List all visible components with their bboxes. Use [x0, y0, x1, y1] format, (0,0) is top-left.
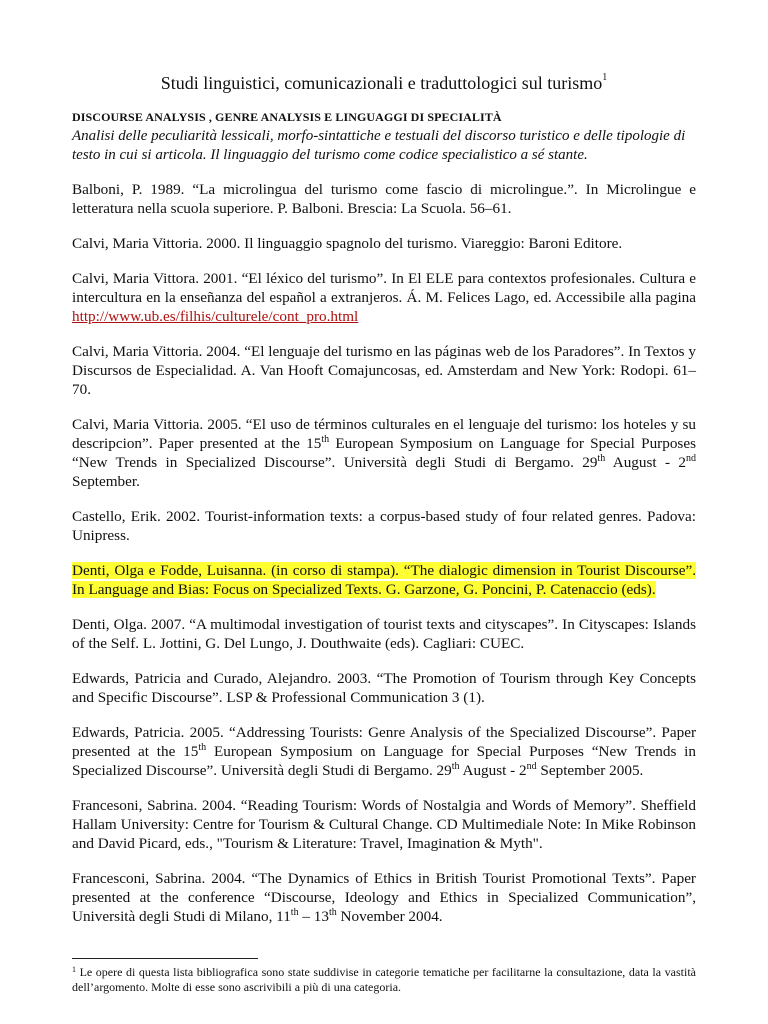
reference-entry: Calvi, Maria Vittoria. 2000. Il linguaggio spagnolo del turismo. Viareggio: Baroni Editore.	[72, 235, 623, 252]
reference-entry-highlighted	[72, 561, 696, 599]
reference-entry: Castello, Erik. 2002. Tourist-information texts: a corpus-based study of four related genres. Padova: Unipress.	[72, 508, 696, 544]
reference-text: Francesconi, Sabrina. 2004. “The Dynamics of Ethics in British Tourist Promotional Texts”. Paper presented at the conference “Discourse, Ideology and Ethics in Specialized Communication”, Università degli Studi di Milano, 11	[72, 870, 696, 925]
reference-text: Calvi, Maria Vittora. 2001. “El léxico del turismo”. In El ELE para contextos profesionales. Cultura e intercultura en la enseñanza del español a extranjeros. Á. M. Felices Lago, ed. Accessibile alla pagina	[72, 270, 696, 306]
document-title	[0, 72, 768, 94]
reference-text: European Symposium on Language for Special Purposes “New Trends in Specialized Discourse”. Università degli Studi di Bergamo. 29	[72, 435, 696, 471]
footnote-mark: 1	[72, 965, 76, 974]
reference-text: Edwards, Patricia. 2005. “Addressing Tourists: Genre Analysis of the Specialized Discourse”. Paper presented at the 15	[72, 724, 696, 760]
reference-text: November 2004.	[336, 908, 443, 925]
section-heading: DISCOURSE ANALYSIS , GENRE ANALYSIS E LINGUAGGI DI SPECIALITÀ	[72, 110, 502, 124]
reference-entry	[72, 415, 696, 491]
footnote-divider	[72, 958, 258, 959]
reference-text: September 2005.	[536, 762, 644, 779]
ordinal-suffix: nd	[526, 761, 537, 772]
reference-text: August - 2	[459, 762, 527, 779]
reference-text: Calvi, Maria Vittoria. 2005. “El uso de términos culturales en el lenguaje del turismo: los hoteles y su descripcion”. Paper presented at the 15	[72, 416, 696, 452]
ordinal-suffix: th	[451, 761, 460, 772]
section-description: Analisi delle peculiarità lessicali, morfo-sintattiche e testuali del discorso turistico e delle tipologie di testo in cui si articola. Il linguaggio del turismo come codice specialistico a sé stante.	[72, 128, 686, 163]
reference-text: August - 2	[605, 454, 686, 471]
reference-entry: Calvi, Maria Vittoria. 2004. “El lenguaje del turismo en las páginas web de los Paradores”. In Textos y Discursos de Especialidad. A. Van Hooft Comajuncosas, ed. Amsterdam and New York: Rodopi. 61–70.	[72, 343, 696, 398]
footnote-text: Le opere di questa lista bibliografica sono state suddivise in categorie tematiche per facilitarne la consultazione, data la vastità dell’argomento. Molte di esse sono ascrivibili a più di una categoria.	[72, 965, 696, 994]
title-footnote-mark: 1	[602, 72, 608, 83]
ordinal-suffix: th	[290, 907, 299, 918]
reference-entry	[72, 869, 696, 926]
reference-entry: Edwards, Patricia and Curado, Alejandro. 2003. “The Promotion of Tourism through Key Concepts and Specific Discourse”. LSP & Professional Communication 3 (1).	[72, 670, 696, 706]
reference-entry	[72, 269, 696, 326]
ordinal-suffix: th	[328, 907, 337, 918]
reference-link[interactable]: http://www.ub.es/filhis/culturele/cont_pro.html	[72, 308, 359, 325]
reference-entry	[72, 723, 696, 780]
reference-entry: Denti, Olga. 2007. “A multimodal investigation of tourist texts and cityscapes”. In Cityscapes: Islands of the Self. L. Jottini, G. Del Lungo, J. Douthwaite (eds). Cagliari: CUEC.	[72, 616, 696, 652]
highlighted-text: Denti, Olga e Fodde, Luisanna. (in corso di stampa). “The dialogic dimension in Tourist Discourse”. In Language and Bias: Focus on Specialized Texts. G. Garzone, G. Poncini, P. Catenaccio (eds).	[72, 562, 696, 598]
ordinal-suffix: nd	[686, 453, 696, 464]
title-text: Studi linguistici, comunicazionali e traduttologici sul turismo	[160, 73, 603, 93]
reference-entry: Francesoni, Sabrina. 2004. “Reading Tourism: Words of Nostalgia and Words of Memory”. Sheffield Hallam University: Centre for Tourism & Cultural Change. CD Multimediale Note: In Mike Robinson and David Picard, eds., "Tourism & Literature: Travel, Imagination & Myth".	[72, 797, 696, 852]
ordinal-suffix: th	[321, 434, 330, 445]
reference-text: European Symposium on Language for Special Purposes “New Trends in Specialized Discourse”. Università degli Studi di Bergamo. 29	[72, 743, 696, 779]
ordinal-suffix: th	[597, 453, 606, 464]
footnote	[72, 965, 696, 995]
reference-text: – 13	[298, 908, 329, 925]
reference-text: September.	[72, 473, 140, 490]
ordinal-suffix: th	[198, 742, 207, 753]
reference-list	[72, 180, 696, 942]
reference-entry: Balboni, P. 1989. “La microlingua del turismo come fascio di microlingue.”. In Microlingue e letteratura nella scuola superiore. P. Balboni. Brescia: La Scuola. 56–61.	[72, 181, 696, 217]
